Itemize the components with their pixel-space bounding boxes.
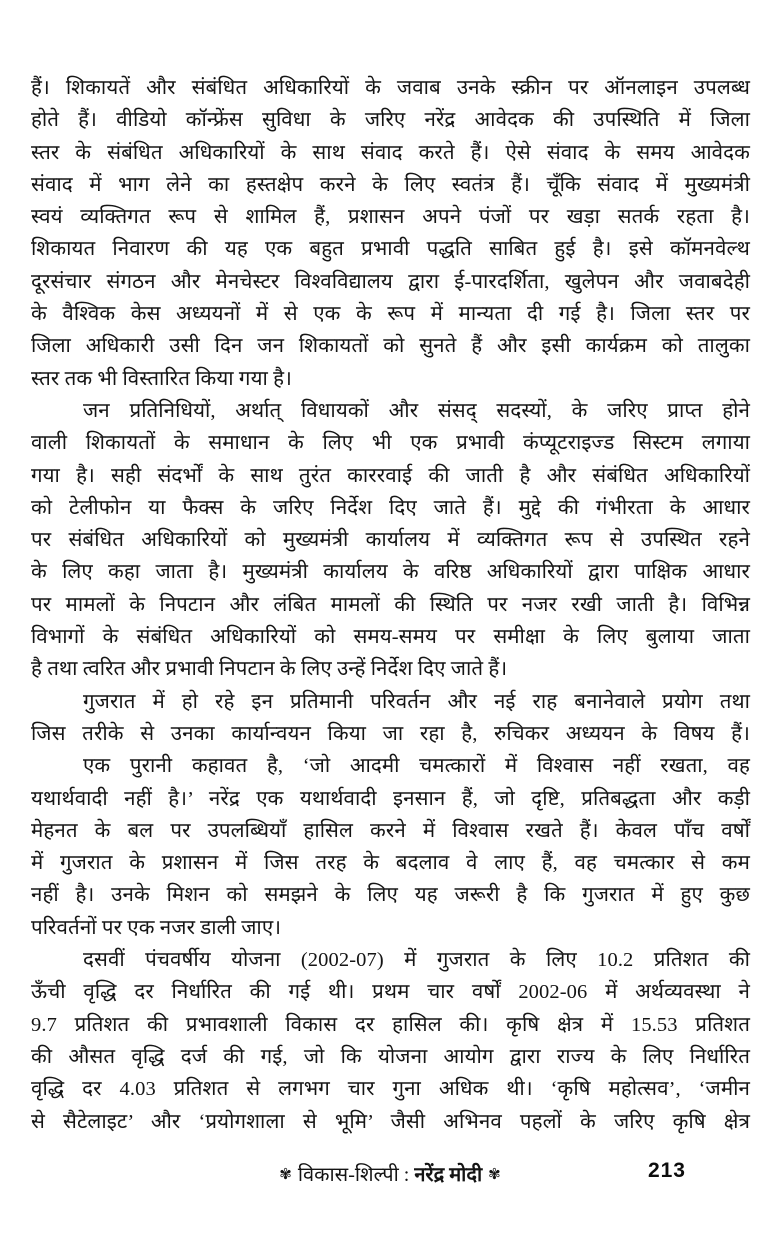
text-line: जिस तरीके से उनका कार्यान्वयन किया जा रहा है, रुचिकर अध्ययन के विषय हैं।	[31, 722, 750, 745]
text-line: गुजरात में हो रहे इन प्रतिमानी परिवर्तन और नई राह बनानेवाले प्रयोग तथा	[83, 690, 750, 713]
text-line: जिला अधिकारी उसी दिन जन शिकायतों को सुनते हैं और इसी कार्यक्रम को तालुका	[31, 335, 750, 358]
text-line: वृद्धि दर 4.03 प्रतिशत से लगभग चार गुना अधिक थी। ‘कृषि महोत्सव’, ‘जमीन	[31, 1078, 750, 1101]
page-number: 213	[647, 1159, 686, 1182]
text-line: स्वयं व्यक्तिगत रूप से शामिल हैं, प्रशासन अपने पंजों पर खड़ा सतर्क रहता है।	[31, 206, 750, 229]
text-line: में गुजरात के प्रशासन में जिस तरह के बदलाव वे लाए हैं, वह चमत्कार से कम	[31, 852, 750, 875]
text-line: यथार्थवादी नहीं है।’ नरेंद्र एक यथार्थवादी इनसान हैं, जो दृष्टि, प्रतिबद्धता और कड़ी	[31, 787, 750, 810]
text-line: स्तर तक भी विस्तारित किया गया है।	[31, 367, 292, 390]
running-title-text: विकास-शिल्पी :	[297, 1164, 410, 1186]
text-line: विभागों के संबंधित अधिकारियों को समय-समय पर समीक्षा के लिए बुलाया जाता	[31, 626, 750, 649]
text-line: के वैश्विक केस अध्ययनों में से एक के रूप में मान्यता दी गई है। जिला स्तर पर	[31, 303, 750, 326]
flower-ornament-right-icon: ✾	[488, 1165, 501, 1183]
text-block	[31, 72, 750, 1138]
running-title	[273, 1160, 506, 1187]
text-line: से सैटेलाइट’ और ‘प्रयोगशाला से भूमि’ जैसी अभिनव पहलों के जरिए कृषि क्षेत्र	[31, 1110, 750, 1133]
text-line: जन प्रतिनिधियों, अर्थात् विधायकों और संसद् सदस्यों, के जरिए प्राप्त होने	[83, 399, 750, 422]
text-line: को टेलीफोन या फैक्स के जरिए निर्देश दिए जाते हैं। मुद्दे की गंभीरता के आधार	[31, 496, 750, 519]
text-line: दूरसंचार संगठन और मेनचेस्टर विश्वविद्यालय द्वारा ई-पारदर्शिता, खुलेपन और जवाबदेही	[31, 270, 750, 293]
paragraph	[31, 944, 750, 1138]
page-footer	[31, 1156, 749, 1196]
text-line: हैं। शिकायतें और संबंधित अधिकारियों के जवाब उनके स्क्रीन पर ऑनलाइन उपलब्ध	[31, 77, 750, 99]
flower-ornament-left-icon: ✾	[279, 1165, 292, 1183]
text-line: पर संबंधित अधिकारियों को मुख्यमंत्री कार्यालय में व्यक्तिगत रूप से उपस्थित रहने	[31, 529, 750, 552]
text-line: की औसत वृद्धि दर्ज की गई, जो कि योजना आयोग द्वारा राज्य के लिए निर्धारित	[31, 1045, 750, 1068]
text-line: शिकायत निवारण की यह एक बहुत प्रभावी पद्धति साबित हुई है। इसे कॉमनवेल्थ	[31, 238, 750, 261]
text-line: होते हैं। वीडियो कॉन्फ्रेंस सुविधा के जरिए नरेंद्र आवेदक की उपस्थिति में जिला	[31, 109, 750, 132]
text-line: दसवीं पंचवर्षीय योजना (2002-07) में गुजरात के लिए 10.2 प्रतिशत की	[83, 949, 750, 972]
text-line: के लिए कहा जाता है। मुख्यमंत्री कार्यालय के वरिष्ठ अधिकारियों द्वारा पाक्षिक आधार	[31, 561, 750, 584]
text-line: स्तर के संबंधित अधिकारियों के साथ संवाद करते हैं। ऐसे संवाद के समय आवेदक	[31, 141, 750, 164]
text-line: वाली शिकायतों के समाधान के लिए भी एक प्रभावी कंप्यूटराइज्ड सिस्टम लगाया	[31, 432, 750, 455]
text-line: मेहनत के बल पर उपलब्धियाँ हासिल करने में विश्वास रखते हैं। केवल पाँच वर्षों	[31, 819, 750, 842]
text-line: परिवर्तनों पर एक नजर डाली जाए।	[31, 916, 282, 939]
paragraph	[31, 395, 750, 686]
paragraph	[31, 686, 750, 751]
text-line: एक पुरानी कहावत है, ‘जो आदमी चमत्कारों में विश्वास नहीं रखता, वह	[83, 755, 750, 778]
running-title-name: नरेंद्र मोदी	[414, 1164, 483, 1186]
paragraph	[31, 72, 750, 395]
text-line: पर मामलों के निपटान और लंबित मामलों की स्थिति पर नजर रखी जाती है। विभिन्न	[31, 593, 750, 616]
paragraph	[31, 750, 750, 944]
text-line: है तथा त्वरित और प्रभावी निपटान के लिए उन्हें निर्देश दिए जाते हैं।	[31, 658, 508, 681]
text-line: 9.7 प्रतिशत की प्रभावशाली विकास दर हासिल की। कृषि क्षेत्र में 15.53 प्रतिशत	[31, 1013, 750, 1036]
text-line: गया है। सही संदर्भों के साथ तुरंत काररवाई की जाती है और संबंधित अधिकारियों	[31, 464, 750, 487]
text-line: नहीं है। उनके मिशन को समझने के लिए यह जरूरी है कि गुजरात में हुए कुछ	[31, 884, 750, 907]
text-line: संवाद में भाग लेने का हस्तक्षेप करने के लिए स्वतंत्र हैं। चूँकि संवाद में मुख्यमंत्री	[31, 173, 750, 196]
text-line: ऊँची वृद्धि दर निर्धारित की गई थी। प्रथम चार वर्षों 2002-06 में अर्थव्यवस्था ने	[31, 981, 750, 1004]
